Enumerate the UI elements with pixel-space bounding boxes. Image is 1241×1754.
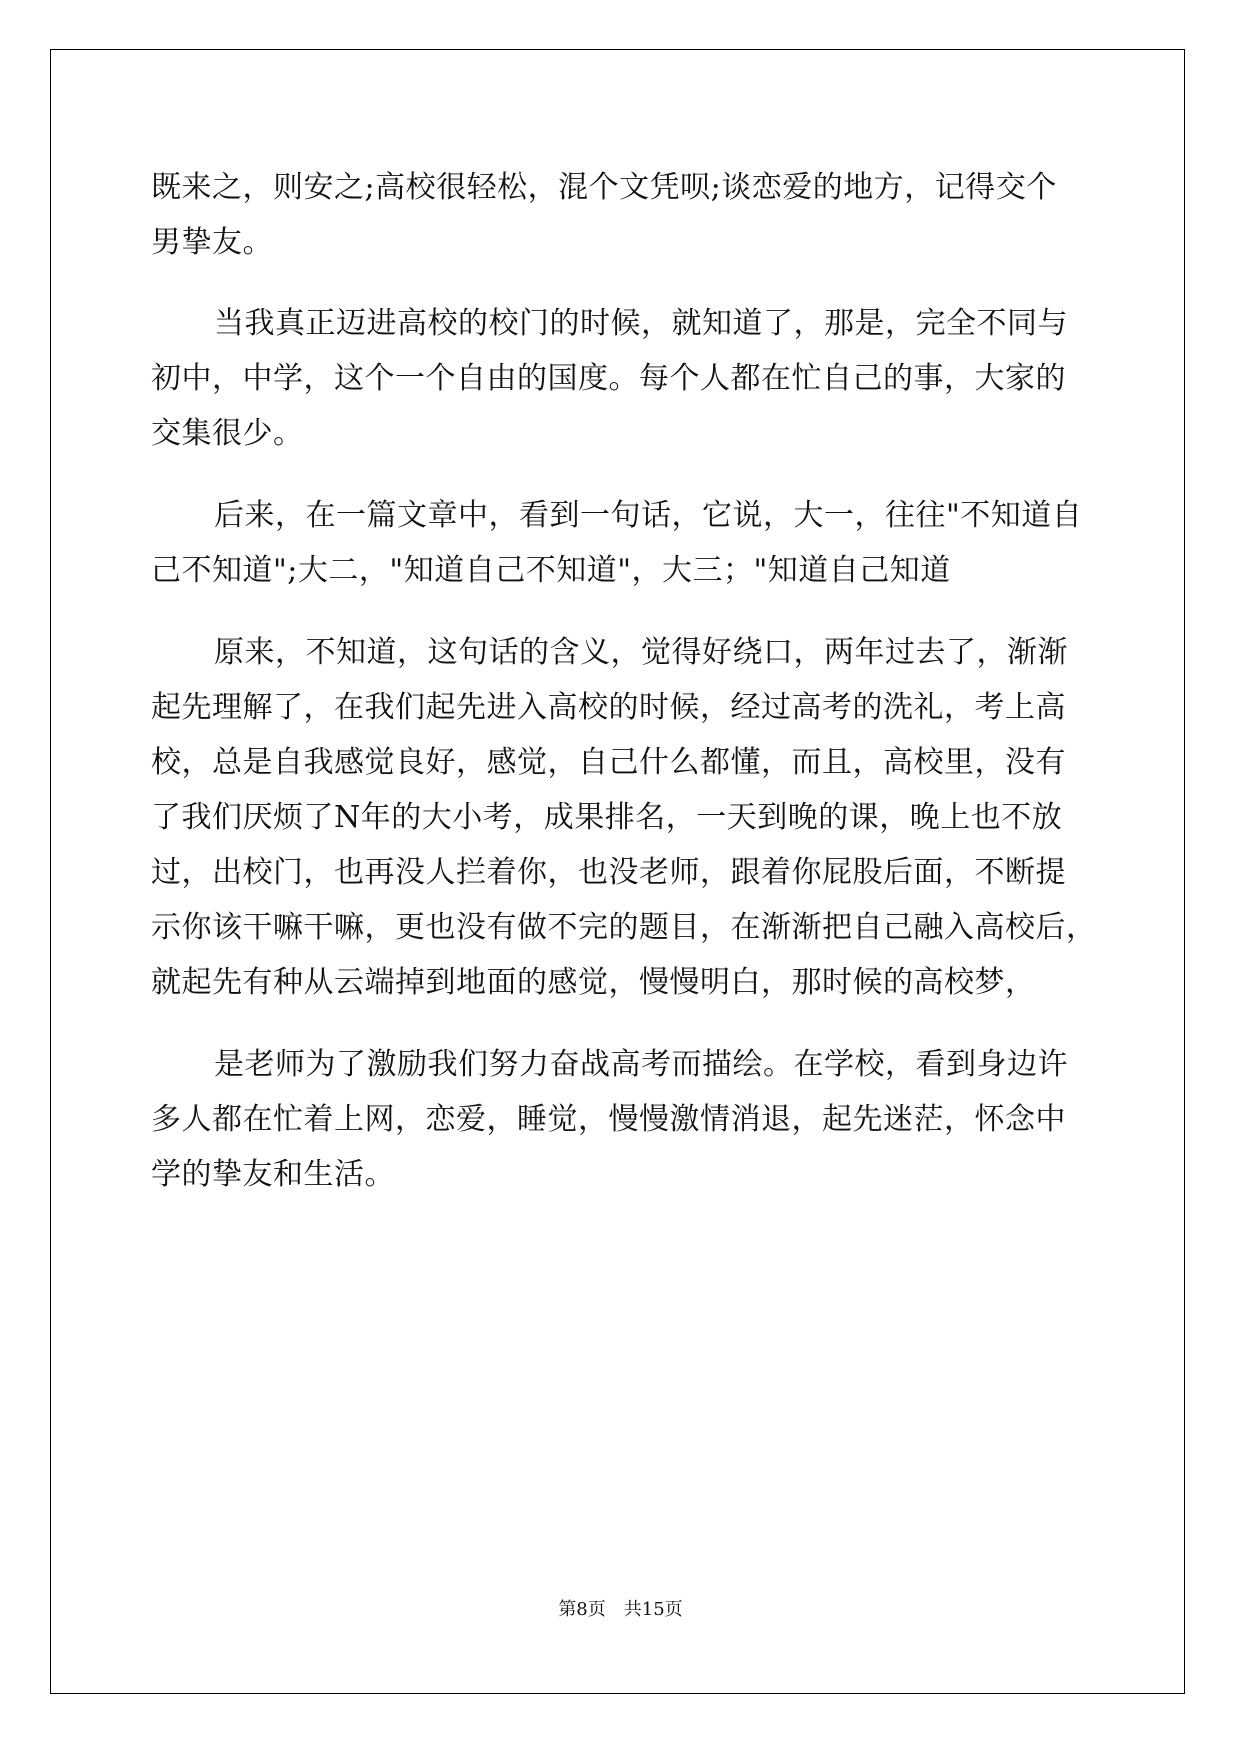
- text-line: 交集很少。: [151, 416, 304, 451]
- text-line: 初中，中学，这个一个自由的国度。每个人都在忙自己的事，大家的: [151, 361, 1066, 396]
- text-line: 既来之，则安之;高校很轻松，混个文凭呗;谈恋爱的地方，记得交个: [151, 170, 1057, 205]
- text-line: 过，出校门，也再没人拦着你，也没老师，跟着你屁股后面，不断提: [151, 855, 1066, 890]
- page-number-footer: 第8页 共15页: [558, 1599, 683, 1620]
- text-line: 是老师为了激励我们努力奋战高考而描绘。在学校，看到身边许: [214, 1047, 1068, 1082]
- text-line: 了我们厌烦了N年的大小考，成果排名，一天到晚的课，晚上也不放: [151, 800, 1063, 835]
- text-line: 原来，不知道，这句话的含义，觉得好绕口，两年过去了，渐渐: [214, 635, 1068, 670]
- text-line: 示你该干嘛干嘛，更也没有做不完的题目，在渐渐把自己融入高校后，: [151, 910, 1097, 945]
- text-line: 多人都在忙着上网，恋爱，睡觉，慢慢激情消退，起先迷茫，怀念中: [151, 1102, 1066, 1137]
- text-line: 就起先有种从云端掉到地面的感觉，慢慢明白，那时候的高校梦，: [151, 965, 1036, 1000]
- text-line: 男挚友。: [151, 225, 273, 260]
- text-line: 学的挚友和生活。: [151, 1157, 395, 1192]
- text-line: 校，总是自我感觉良好，感觉，自己什么都懂，而且，高校里，没有: [151, 745, 1066, 780]
- text-line: 后来，在一篇文章中，看到一句话，它说，大一，往往"不知道自: [214, 498, 1083, 533]
- text-line: 当我真正迈进高校的校门的时候，就知道了，那是，完全不同与: [214, 306, 1068, 341]
- text-line: 己不知道";大二，"知道自己不知道"，大三；"知道自己知道: [151, 553, 951, 588]
- text-line: 起先理解了，在我们起先进入高校的时候，经过高考的洗礼，考上高: [151, 690, 1066, 725]
